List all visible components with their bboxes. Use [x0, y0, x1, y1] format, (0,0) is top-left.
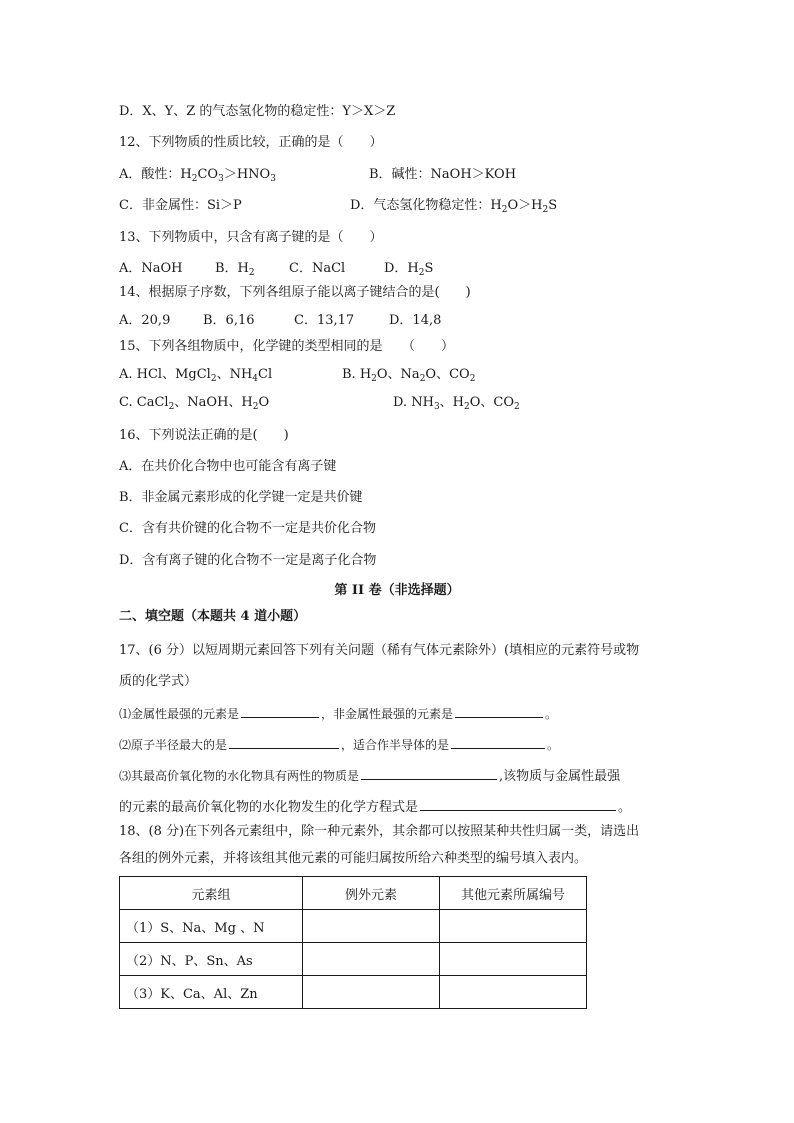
q15-option-c: C. CaCl$_2$、NaOH、$H_2O$ — [119, 395, 270, 412]
part2-title — [0, 583, 794, 599]
part2-title-text: 第 II 卷（非选择题） — [334, 583, 460, 598]
answer-blank-amphoteric-hydroxide[interactable] — [361, 767, 497, 780]
section2-title: 二、填空题（本题共 4 道小题） — [119, 609, 307, 624]
q13-option-a: A．NaOH — [119, 261, 183, 276]
q14-option-d: D．14,8 — [389, 313, 442, 328]
q16-option-a: A．在共价化合物中也可能含有离子键 — [119, 459, 337, 474]
q17-sub1-text-a: ⑴金属性最强的元素是 — [119, 707, 240, 721]
element-group-table — [119, 876, 587, 1009]
cell-code-input[interactable] — [440, 910, 587, 943]
table-row — [120, 910, 587, 943]
q18-stem-line1: 18、(8 分)在下列各元素组中，除一种元素外，其余都可以按照某种共性归属一类，请选出 — [119, 824, 640, 839]
q17-sub2-period: 。 — [547, 738, 560, 752]
header-other-elements-code: 其他元素所属编号 — [440, 877, 587, 910]
q16-option-b: B．非金属元素形成的化学键一定是共价键 — [119, 490, 363, 505]
q14-option-b: B．6,16 — [203, 313, 255, 328]
q17-sub1 — [119, 705, 557, 722]
q17-sub3-text-c: 的元素的最高价氧化物的水化物发生的化学方程式是 — [119, 800, 419, 815]
q17-sub3-text-a: ⑶其最高价氧化物的水化物具有两性的物质是 — [119, 769, 360, 783]
answer-blank-most-metallic[interactable] — [241, 705, 319, 718]
table-row — [120, 976, 587, 1009]
q13-option-c: C．NaCl — [289, 261, 346, 276]
q12-option-b: B．碱性：NaOH＞KOH — [369, 167, 517, 182]
answer-blank-largest-radius[interactable] — [229, 736, 339, 749]
cell-exception-input[interactable] — [303, 943, 440, 976]
header-exception-element: 例外元素 — [303, 877, 440, 910]
q17-stem-line1: 17、(6 分）以短周期元素回答下列有关问题（稀有气体元素除外）(填相应的元素符号或物 — [119, 643, 640, 658]
q14-stem: 14、根据原子序数，下列各组原子能以离子键结合的是( ) — [119, 285, 471, 300]
q17-sub1-period: 。 — [545, 707, 558, 721]
q17-sub3-line1 — [119, 767, 620, 785]
cell-exception-input[interactable] — [303, 910, 440, 943]
table-header-row — [120, 877, 587, 910]
cell-exception-input[interactable] — [303, 976, 440, 1009]
q17-sub3-line2 — [119, 798, 631, 816]
q15-option-a: A. HCl、MgCl$_2$、$NH_4Cl$ — [119, 367, 273, 384]
q13-stem: 13、下列物质中，只含有离子键的是（ ） — [119, 230, 383, 245]
q12-option-c: C．非金属性：Si＞P — [119, 198, 242, 213]
q17-sub2-text-a: ⑵原子半径最大的是 — [119, 738, 228, 752]
q17-sub3-text-b: ,该物质与金属性最强 — [499, 769, 621, 784]
answer-blank-most-nonmetallic[interactable] — [455, 705, 543, 718]
q17-sub2-text-b: ，适合作半导体的是 — [341, 738, 450, 752]
q15-stem: 15、下列各组物质中，化学键的类型相同的是 （ ） — [119, 339, 455, 354]
cell-element-group: （2）N、P、Sn、As — [120, 943, 303, 976]
q17-stem-line2: 质的化学式） — [119, 674, 198, 689]
q17-sub1-text-b: ，非金属性最强的元素是 — [321, 707, 454, 721]
header-element-group: 元素组 — [120, 877, 303, 910]
q18-stem-line2: 各组的例外元素，并将该组其他元素的可能归属按所给六种类型的编号填入表内。 — [119, 851, 588, 866]
q14-option-a: A．20,9 — [119, 313, 171, 328]
answer-blank-semiconductor[interactable] — [451, 736, 545, 749]
q16-stem: 16、下列说法正确的是( ) — [119, 428, 289, 443]
answer-blank-chemical-equation[interactable] — [420, 798, 616, 811]
q13-option-b: B．$H_2$ — [215, 261, 255, 278]
q14-option-c: C．13,17 — [294, 313, 355, 328]
cell-element-group: （1）S、Na、Mg 、N — [120, 910, 303, 943]
q17-sub3-period: 。 — [618, 800, 632, 815]
q12-option-a: A．酸性：$H_2CO_3>HNO_3$ — [119, 167, 276, 184]
q12-option-d: D．气态氢化物稳定性：$H_2O>H_2S$ — [350, 198, 558, 215]
q16-option-c: C．含有共价键的化合物不一定是共价化合物 — [119, 521, 376, 536]
q13-option-d: D．$H_2S$ — [384, 261, 434, 278]
cell-code-input[interactable] — [440, 976, 587, 1009]
q16-option-d: D．含有离子键的化合物不一定是离子化合物 — [119, 553, 377, 568]
q11-option-d: D．X、Y、Z 的气态氢化物的稳定性：Y＞X＞Z — [119, 104, 396, 119]
q15-option-d: D. $NH_3$、$H_2O$、$CO_2$ — [393, 395, 520, 412]
q15-option-b: B. $H_2O$、$Na_2O$、$CO_2$ — [342, 367, 476, 384]
table-row — [120, 943, 587, 976]
q12-stem: 12、下列物质的性质比较，正确的是（ ） — [119, 135, 383, 150]
q17-sub2 — [119, 736, 559, 753]
cell-element-group: （3）K、Ca、Al、Zn — [120, 976, 303, 1009]
cell-code-input[interactable] — [440, 943, 587, 976]
